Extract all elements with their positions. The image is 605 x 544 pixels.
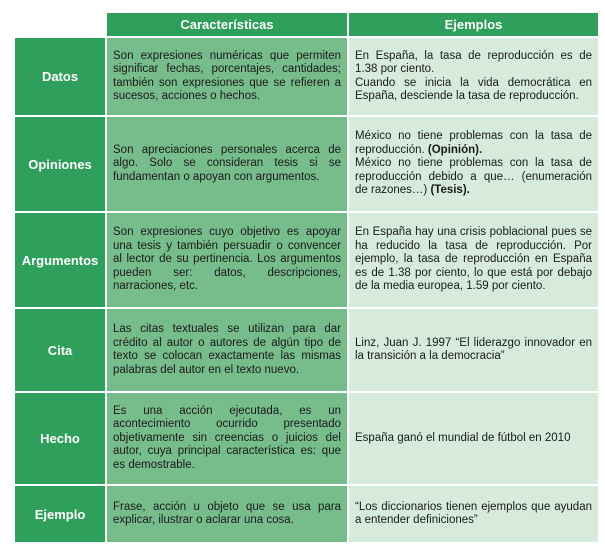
example-sentence: México no tiene problemas con la tasa de reproducción debido a que… (enumeración de razones…) (355, 157, 592, 197)
row-label: Hecho (14, 392, 106, 485)
row-description: Es una acción ejecutada, es un acontecimiento ocurrido presentado objetivamente sin creencias o juicios del autor, cuya principal característica es: que es demostrable. (106, 392, 348, 485)
row-description: Son expresiones numéricas que permiten significar fechas, porcentajes, cantidades; también son expresiones que se refieren a sucesos, acciones o hechos. (106, 37, 348, 116)
row-label: Opiniones (14, 116, 106, 212)
row-description: Frase, acción u objeto que se usa para explicar, ilustrar o aclarar una cosa. (106, 485, 348, 543)
example-tag: (Opinión). (427, 143, 483, 156)
header-ejemplos: Ejemplos (348, 12, 599, 37)
row-examples (348, 116, 599, 212)
example-text: Cuando se inicia la vida democrática en España, desciende la tasa de reproducción. (355, 76, 592, 102)
row-description: Las citas textuales se utilizan para dar crédito al autor o autores de algún tipo de texto se colocan exactamente las mismas palabras del autor en el texto nuevo. (106, 308, 348, 392)
row-description: Son expresiones cuyo objetivo es apoyar una tesis y también persuadir o convencer al lector de su pertinencia. Los argumentos pueden ser: datos, descripciones, narraciones, etc. (106, 212, 348, 308)
row-description: Son apreciaciones personales acerca de algo. Solo se consideran tesis si se fundamentan o apoyan con argumentos. (106, 116, 348, 212)
example-sentence: México no tiene problemas con la tasa de reproducción. (355, 130, 592, 156)
row-label: Argumentos (14, 212, 106, 308)
row-label: Cita (14, 308, 106, 392)
row-examples: Linz, Juan J. 1997 “El liderazgo innovador en la transición a la democracia” (348, 308, 599, 392)
comparison-table (13, 11, 600, 544)
row-examples: En España hay una crisis poblacional pues se ha reducido la tasa de reproducción. Por ejemplo, la tasa de reproducción en España es de 1.38 por ciento, lo que está por debajo de la media europea, 1.59 por ciento. (348, 212, 599, 308)
table-row-ejemplo (14, 485, 599, 543)
table-row-argumentos (14, 212, 599, 308)
header-row (14, 12, 599, 37)
row-examples: España ganó el mundial de fútbol en 2010 (348, 392, 599, 485)
example-text: En España, la tasa de reproducción es de 1.38 por ciento. (355, 49, 592, 75)
table-row-hecho (14, 392, 599, 485)
example-tag: (Tesis). (430, 184, 470, 197)
table-row-opiniones (14, 116, 599, 212)
table-row-datos (14, 37, 599, 116)
row-examples (348, 37, 599, 116)
row-examples: “Los diccionarios tienen ejemplos que ayudan a entender definiciones” (348, 485, 599, 543)
row-label: Datos (14, 37, 106, 116)
example-text (355, 157, 592, 198)
header-caracteristicas: Características (106, 12, 348, 37)
row-label: Ejemplo (14, 485, 106, 543)
example-text (355, 130, 592, 157)
header-corner (14, 12, 106, 37)
table-row-cita (14, 308, 599, 392)
